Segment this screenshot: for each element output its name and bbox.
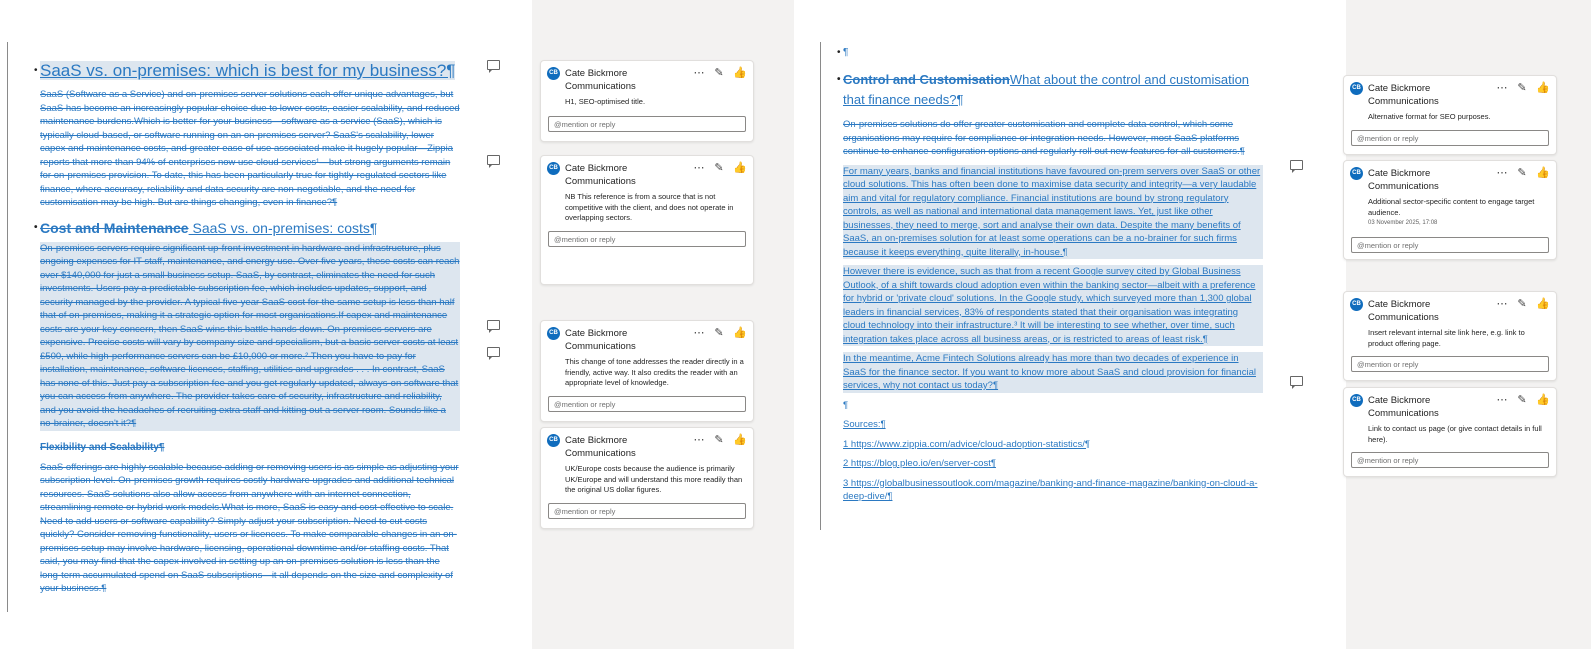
source-link-2[interactable]: 2 https://blog.pleo.io/en/server-cost¶ xyxy=(843,458,996,469)
sources-label: Sources:¶ xyxy=(843,419,886,430)
like-icon[interactable]: 👍 xyxy=(733,162,747,174)
reply-input[interactable]: @mention or reply xyxy=(1351,130,1549,146)
document-title: • SaaS vs. on-premises: which is best for my business?¶ xyxy=(34,61,456,80)
comment-author: Cate Bickmore Communications xyxy=(1368,299,1439,323)
reply-input[interactable]: @mention or reply xyxy=(1351,237,1549,253)
flexibility-paragraph[interactable]: SaaS offerings are highly scalable because adding or removing users is as simple as adjusting your subscription level. On-premises growth requires costly hardware upgrades and additional technical resources. SaaS solutions also allow access from anywhere with an internet connection, streamlining remote or hybrid work models.What is more, SaaS is easy and cost-effective to scale. Need to add users or software capability? Simply adjust your subscription. Need to cut costs quickly? Consider removing functionality, users or licences. To make comparable changes in an on-premises setup may involve hardware, licensing, operational downtime and/or staffing costs. That said, you may find that the capex involved in setting up an on-premises solution is less than the long-term accumulated spend on SaaS subscriptions—it all depends on the size and complexity of your business.¶ xyxy=(40,461,459,594)
comment-author: Cate Bickmore Communications xyxy=(1368,83,1439,107)
comment-author: Cate Bickmore Communications xyxy=(565,163,636,187)
comment-author: Cate Bickmore Communications xyxy=(565,68,636,92)
reply-input[interactable]: @mention or reply xyxy=(548,503,746,519)
avatar: CB xyxy=(547,67,560,80)
edit-icon[interactable]: ✎ xyxy=(1517,298,1527,310)
comment-marker-icon[interactable] xyxy=(487,320,500,330)
avatar: CB xyxy=(1350,82,1363,95)
banking-paragraph[interactable]: For many years, banks and financial institutions have favoured on-prem servers over SaaS or other cloud solutions. This has often been done to maximise data security and integrity—a very laudable aim and vital for regulatory compliance. Financial institutions are bound by strong regulatory controls, as well as national and international data management laws. Yet, just like other businesses, they need to merge, sort and analyse their own data. Despite the many benefits of SaaS, an on-premises solution for at least some operations can be a no-brainer for such firms because it keeps everything, quite literally, in-house.¶ xyxy=(843,165,1263,260)
edit-icon[interactable]: ✎ xyxy=(714,67,724,79)
avatar: CB xyxy=(1350,167,1363,180)
reply-input[interactable]: @mention or reply xyxy=(548,396,746,412)
comment-marker-icon[interactable] xyxy=(487,347,500,357)
edit-icon[interactable]: ✎ xyxy=(1517,82,1527,94)
comment-card[interactable] xyxy=(540,155,754,285)
comment-card[interactable] xyxy=(1343,75,1557,155)
cost-paragraph[interactable]: On-premises servers require significant up-front investment in hardware and infrastructure, plus ongoing expenses for IT staff, maintenance, and energy use. Over five years, these costs can reach over $140,000 for just a small business setup. SaaS, by contrast, eliminates the need for such investments. Users pay a predictable subscription fee, which includes updates, support, and security managed by the provider. A typical five-year SaaS cost for the same setup is less than half that of on-premises, making it a strategic option for most organisations.If capex and maintenance costs are your key concern, then SaaS wins this battle hands down. On-premises servers are expensive. Precise costs will vary by company size and specialism, but a basic server costs at least £500, while high-performance servers can be £10,000 or more.² Then you have to pay for installation, maintenance, software licences, staffing, utilities and upgrades . . . In contrast, SaaS has none of this. Just pay a subscription fee and you get regularly updated, always-on software that you can access from anywhere. The provider takes care of security, infrastructure and reliability, and you avoid the headaches of recruiting extra staff and kitting out a server room. Sounds like a no-brainer, doesn't it?¶ xyxy=(40,242,460,429)
avatar: CB xyxy=(1350,394,1363,407)
comment-text: Link to contact us page (or give contact details in full here). xyxy=(1368,424,1542,444)
page-1-text[interactable] xyxy=(34,60,460,596)
intro-paragraph[interactable]: SaaS (Software as a Service) and on-premises server solutions each offer unique advantages, but SaaS has become an increasingly popular choice due to lower costs, easier scalability, and reduced maintenance burdens.Which is better for your business—software as a service (SaaS), which is typically cloud-based, or software running on an on-premises server? SaaS's scalability, lower capex and maintenance costs, and greater ease of use associated make it hugely popular—Zippia reports that more than 94% of enterprises now use cloud services¹—but strong arguments remain for on-premises provision. To date, this has been particularly true for tightly-regulated sectors like finance, where accuracy, reliability and data security are non-negotiable, and the need for customisation may be high. But are things changing, even in finance?¶ xyxy=(40,89,460,208)
comment-text: Insert relevant internal site link here, e.g. link to product offering page. xyxy=(1368,328,1525,348)
comment-text: UK/Europe costs because the audience is primarily UK/Europe and will understand this more readily than the original US dollar figures. xyxy=(565,464,743,494)
reply-input[interactable]: @mention or reply xyxy=(548,116,746,132)
more-options-icon[interactable]: ⋯ xyxy=(693,327,705,339)
section-heading-control[interactable]: • Control and CustomisationWhat about the control and customisation that finance needs?¶ xyxy=(837,72,1250,107)
like-icon[interactable]: 👍 xyxy=(1536,298,1550,310)
more-options-icon[interactable]: ⋯ xyxy=(693,67,705,79)
comment-text: H1, SEO-optimised title. xyxy=(565,97,646,106)
more-options-icon[interactable]: ⋯ xyxy=(1496,167,1508,179)
revision-margin-bar xyxy=(820,42,821,530)
section-heading-flexibility[interactable]: Flexibility and Scalability¶ xyxy=(40,441,165,453)
comment-card[interactable] xyxy=(540,60,754,142)
comment-card[interactable] xyxy=(1343,291,1557,381)
avatar: CB xyxy=(547,327,560,340)
comment-author: Cate Bickmore Communications xyxy=(1368,395,1439,419)
more-options-icon[interactable]: ⋯ xyxy=(1496,82,1508,94)
more-options-icon[interactable]: ⋯ xyxy=(1496,298,1508,310)
empty-paragraph: • ¶ xyxy=(837,47,849,58)
acme-paragraph[interactable]: In the meantime, Acme Fintech Solutions already has more than two decades of experience in SaaS for the finance sector. If you want to know more about SaaS and cloud provision for financial services, why not contact us today?¶ xyxy=(843,352,1263,393)
comment-marker-icon[interactable] xyxy=(487,60,500,70)
comment-author: Cate Bickmore Communications xyxy=(565,435,636,459)
section-heading-costs[interactable]: • Cost and Maintenance SaaS vs. on-premises: costs¶ xyxy=(34,219,378,236)
comment-card[interactable] xyxy=(1343,160,1557,260)
comment-text: This change of tone addresses the reader directly in a friendly, active way. It also credits the reader with an appropriate level of knowledge. xyxy=(565,357,744,387)
comment-text: NB This reference is from a source that is not competitive with the client, and does not operate in overlapping sectors. xyxy=(565,192,734,222)
edit-icon[interactable]: ✎ xyxy=(1517,167,1527,179)
reply-input[interactable]: @mention or reply xyxy=(1351,452,1549,468)
comment-author: Cate Bickmore Communications xyxy=(565,328,636,352)
edit-icon[interactable]: ✎ xyxy=(714,327,724,339)
like-icon[interactable]: 👍 xyxy=(1536,394,1550,406)
edit-icon[interactable]: ✎ xyxy=(714,434,724,446)
page-2-text[interactable] xyxy=(837,46,1263,504)
comment-text: Additional sector-specific content to engage target audience. xyxy=(1368,197,1535,217)
like-icon[interactable]: 👍 xyxy=(733,434,747,446)
like-icon[interactable]: 👍 xyxy=(733,327,747,339)
comment-card[interactable] xyxy=(540,320,754,422)
like-icon[interactable]: 👍 xyxy=(1536,82,1550,94)
edit-icon[interactable]: ✎ xyxy=(714,162,724,174)
revision-margin-bar xyxy=(7,42,8,612)
avatar: CB xyxy=(547,162,560,175)
comment-date: 03 November 2025, 17:08 xyxy=(1368,220,1438,226)
avatar: CB xyxy=(1350,298,1363,311)
control-paragraph[interactable]: On-premises solutions do offer greater customisation and complete data control, which some organisations may require for compliance or integration needs. However, most SaaS platforms continue to enhance configuration options and regularly roll out new features for all customers.¶ xyxy=(843,119,1245,157)
source-link-3[interactable]: 3 https://globalbusinessoutlook.com/magazine/banking-and-finance-magazine/banking-on-cloud-a-deep-dive/¶ xyxy=(843,477,1258,502)
evidence-paragraph[interactable]: However there is evidence, such as that from a recent Google survey cited by Global Business Outlook, of a shift towards cloud adoption even within the banking sector—albeit with a preference for hybrid or 'private cloud' solutions. In the Google study, which surveyed more than 1,300 global leaders in financial services, 83% of respondents stated that their organisation was integrating cloud technology into their infrastructure.³ It will be interesting to see whether, over time, such integration takes place across all business areas, or is restricted to areas of least risk.¶ xyxy=(843,265,1263,346)
comment-marker-icon[interactable] xyxy=(1290,160,1303,170)
comment-card[interactable] xyxy=(1343,387,1557,477)
edit-icon[interactable]: ✎ xyxy=(1517,394,1527,406)
comment-author: Cate Bickmore Communications xyxy=(1368,168,1439,192)
comment-card[interactable] xyxy=(540,427,754,529)
reply-input[interactable]: @mention or reply xyxy=(1351,356,1549,372)
blank-paragraph: ¶ xyxy=(843,399,849,411)
more-options-icon[interactable]: ⋯ xyxy=(693,162,705,174)
more-options-icon[interactable]: ⋯ xyxy=(1496,394,1508,406)
source-link-1[interactable]: 1 https://www.zippia.com/advice/cloud-adoption-statistics/¶ xyxy=(843,438,1090,450)
like-icon[interactable]: 👍 xyxy=(733,67,747,79)
avatar: CB xyxy=(547,434,560,447)
more-options-icon[interactable]: ⋯ xyxy=(693,434,705,446)
reply-input[interactable]: @mention or reply xyxy=(548,231,746,247)
comment-marker-icon[interactable] xyxy=(487,155,500,165)
like-icon[interactable]: 👍 xyxy=(1536,167,1550,179)
comment-text: Alternative format for SEO purposes. xyxy=(1368,112,1491,121)
comment-marker-icon[interactable] xyxy=(1290,376,1303,386)
